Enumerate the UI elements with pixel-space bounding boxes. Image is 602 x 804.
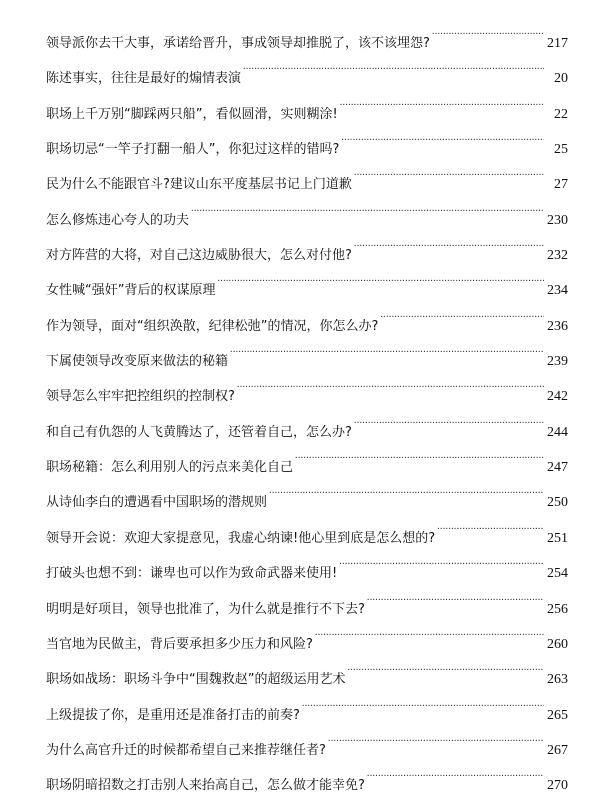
dot-leader [269, 471, 544, 506]
dot-leader [339, 542, 544, 577]
dot-leader [367, 754, 544, 789]
toc-entry-title[interactable]: 打破头也想不到：谦卑也可以作为致命武器来使用! [46, 566, 338, 582]
toc-entry-title[interactable]: 从诗仙李白的遭遇看中国职场的潜规则 [46, 495, 268, 511]
toc-entry-title[interactable]: 职场如战场：职场斗争中“围魏救赵”的超级运用艺术 [46, 672, 346, 688]
toc-entry-page-number: 265 [547, 707, 568, 723]
toc-entry-title[interactable]: 为什么高官升迁的时候都希望自己来推荐继任者? [46, 742, 326, 758]
toc-entry-title[interactable]: 职场阴暗招数之打击别人来抬高自己，怎么做才能幸免? [46, 778, 365, 794]
dot-leader [341, 118, 544, 153]
dot-leader [295, 436, 544, 471]
toc-entry-page-number: 251 [547, 530, 568, 546]
toc-entry-title[interactable]: 职场秘籍：怎么利用别人的污点来美化自己 [46, 460, 294, 476]
toc-entry-title[interactable]: 领导开会说：欢迎大家提意见，我虚心纳谏!他心里到底是怎么想的? [46, 530, 436, 546]
toc-entry-page-number: 236 [547, 318, 568, 334]
toc-entry-title[interactable]: 和自己有仇怨的人飞黄腾达了，还管着自己，怎么办? [46, 424, 352, 440]
toc-entry-title[interactable]: 作为领导，面对“组织涣散，纪律松弛”的情况，你怎么办? [46, 318, 379, 334]
toc-entry-page-number: 242 [547, 389, 568, 405]
toc-entry-title[interactable]: 陈述事实，往往是最好的煽情表演 [46, 71, 242, 87]
toc-entry-title[interactable]: 领导派你去干大事，承诺给晋升，事成领导却推脱了，该不该埋怨? [46, 36, 430, 51]
toc-entry-page-number: 232 [547, 248, 568, 264]
dot-leader [354, 153, 544, 188]
dot-leader [367, 578, 544, 613]
dot-leader [230, 330, 544, 365]
dot-leader [237, 365, 544, 400]
toc-entry-page-number: 244 [547, 424, 568, 440]
toc-entry-page-number: 250 [547, 495, 568, 511]
toc-entry-title[interactable]: 明明是好项目，领导也批准了，为什么就是推行不下去? [46, 601, 365, 617]
dot-leader [432, 12, 544, 47]
dot-leader [217, 259, 544, 294]
dot-leader [340, 83, 544, 118]
toc-entry-title[interactable]: 领导怎么牢牢把控组织的控制权? [46, 389, 235, 405]
toc-entry-page-number: 256 [547, 601, 568, 617]
dot-leader [354, 401, 544, 436]
toc-entry-title[interactable]: 女性喊“强奸”背后的权谋原理 [46, 283, 216, 299]
toc-entry-page-number: 267 [547, 742, 568, 758]
toc-entry-page-number: 27 [554, 177, 568, 193]
toc-entry-page-number: 22 [554, 106, 568, 122]
dot-leader [243, 47, 544, 82]
toc-entry-page-number: 270 [547, 778, 568, 794]
toc-entry-title[interactable]: 下属使领导改变原来做法的秘籍 [46, 354, 229, 370]
toc-entry-title[interactable]: 当官地为民做主，背后要承担多少压力和风险? [46, 636, 313, 652]
toc-entry-page-number: 234 [547, 283, 568, 299]
toc-entry-page-number: 260 [547, 636, 568, 652]
toc-entry-title[interactable]: 怎么修炼违心夸人的功夫 [46, 212, 190, 228]
toc-entry-page-number: 25 [554, 142, 568, 158]
dot-leader [437, 507, 544, 542]
toc-entry-page-number: 239 [547, 354, 568, 370]
dot-leader [380, 295, 544, 330]
toc-entry-title[interactable]: 对方阵营的大将，对自己这边威胁很大，怎么对付他? [46, 248, 352, 264]
toc-entry[interactable] [46, 12, 568, 51]
toc-entry-page-number: 247 [547, 460, 568, 476]
dot-leader [347, 648, 544, 683]
dot-leader [191, 189, 544, 224]
dot-leader [354, 224, 544, 259]
toc-entry-page-number: 20 [554, 71, 568, 87]
toc-entry-page-number: 254 [547, 566, 568, 582]
dot-leader [328, 719, 544, 754]
toc-entry-title[interactable]: 上级提拔了你，是重用还是准备打击的前奏? [46, 707, 300, 723]
table-of-contents [46, 12, 568, 794]
toc-entry-page-number: 217 [547, 36, 568, 51]
toc-entry-title[interactable]: 民为什么不能跟官斗?建议山东平度基层书记上门道歉 [46, 177, 352, 193]
toc-entry-page-number: 263 [547, 672, 568, 688]
toc-entry-title[interactable]: 职场上千万别“脚踩两只船”，看似圆滑，实则糊涂! [46, 106, 338, 122]
toc-entry-page-number: 230 [547, 212, 568, 228]
toc-entry-title[interactable]: 职场切忌“一竿子打翻一船人”，你犯过这样的错吗? [46, 142, 340, 158]
dot-leader [315, 613, 544, 648]
dot-leader [302, 684, 544, 719]
